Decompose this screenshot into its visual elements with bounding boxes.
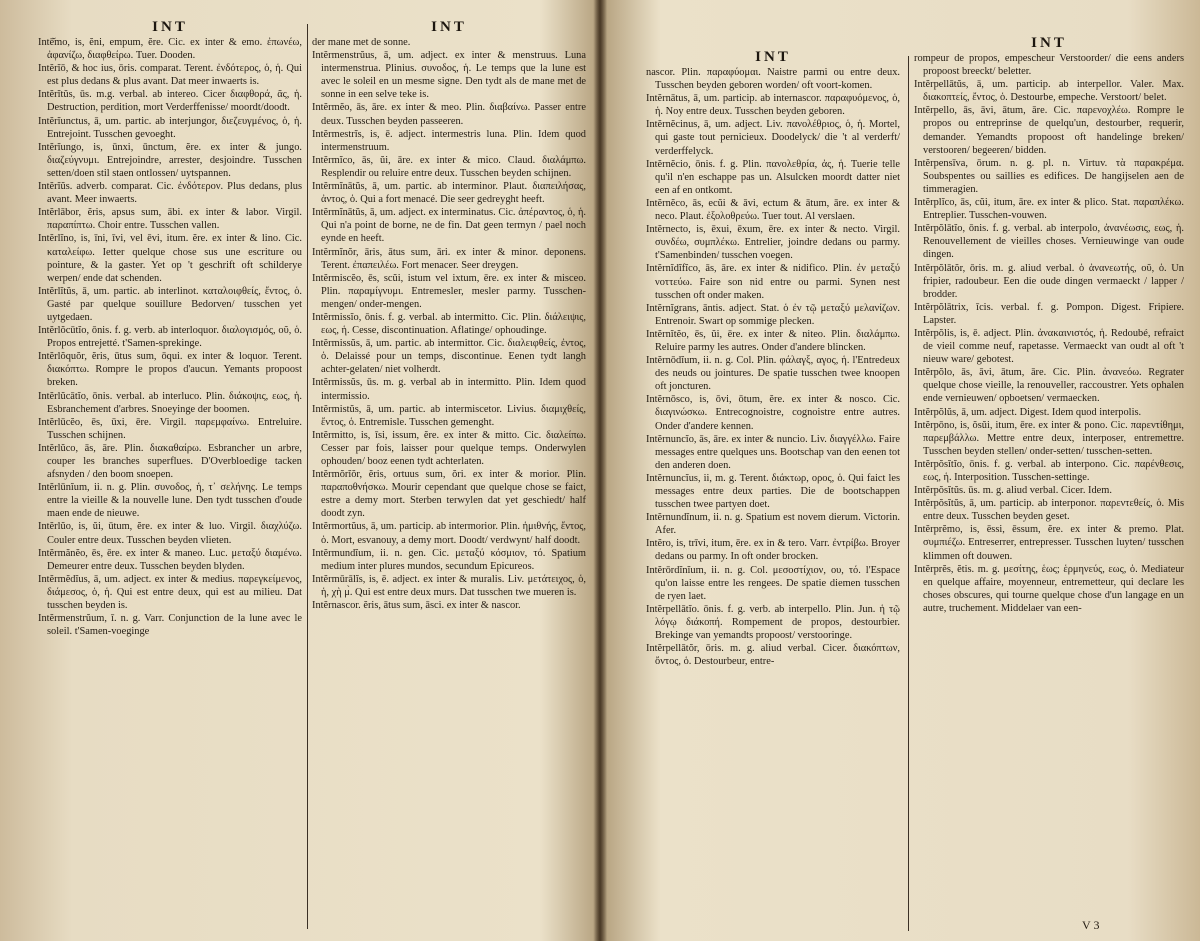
dictionary-entry: Intĕrnĭgrans, āntis. adject. Stat. ὁ ἐν τῷ μεταξύ μελανίζων. Entrenoir. Swart op sommige plecken. — [646, 302, 900, 327]
column-running-head: INT — [152, 19, 188, 35]
dictionary-entry: Intĕrmenstrŭus, ā, um. adject. ex inter & menstruus. Luna intermenstrua. Plinius. συνοδος, ἡ. Le temps que la lune est avec le soleil en un mesme signe. Den tydt als de mane met de sonne in een selve teke is. — [312, 50, 586, 101]
dictionary-entry: Intĕrĭō, & hoc ius, ōris. comparat. Terent. ἐνδότερος, ὁ, ἡ. Qui est plus dedans & plus avant. Dat meer inwaerts is. — [38, 63, 302, 88]
dictionary-entry: Intĕrlūnĭum, ii. n. g. Plin. συνοδος, ἡ, τ᾽ σελήνης. Le temps entre la vieille & la nouvelle lune. Den tydt tusschen d'oude maen ende de nieuwe. — [38, 482, 302, 520]
dictionary-entry: Intĕrmĭnŏr, āris, ātus sum, āri. ex inter & minor. deponens. Terent. ἐπαπειλέω. Fort menacer. Seer dreygen. — [312, 246, 586, 271]
dictionary-entry: Intĕrnecto, is, ēxui, ēxum, ēre. ex inter & necto. Virgil. συνδέω, συμπλέκω. Entrelier, joindre dedans ou parmy. t'Samenbinden/ tusschen voegen. — [646, 224, 900, 262]
dictionary-entry: Intĕrpensīva, ōrum. n. g. pl. n. Virtuv. τὰ παρακρέμα. Soubspentes ou saillies es edifices. De hangijselen aen de timmeragien. — [914, 157, 1184, 195]
dictionary-entry: rompeur de propos, empescheur Verstoorder/ die eens anders propoost breeckt/ beletter. — [914, 53, 1184, 78]
dictionary-entries — [312, 36, 586, 612]
dictionary-entry: Intĕrōrdĭnĭum, ii. n. g. Col. μεσοστίχιον, ου, τό. l'Espace qu'on laisse entre les rengees. De spatie diemen tusschen de ryen laet. — [646, 564, 900, 602]
dictionary-entry: Intĕrpŏsĭtŭs. ūs. m. g. aliud verbal. Cicer. Idem. — [914, 485, 1112, 497]
dictionary-entry: Intĕrpŏlātĭo, ōnis. f. g. verbal. ab interpolo, ἀνανέωσις, εως, ἡ. Renouvellement de vieilles choses. Vernieuwinge van oude dingen. — [914, 223, 1184, 261]
dictionary-entry: Intĕrlŏcūtĭo, ōnis. f. g. verb. ab interloquor. διαλογισμός, οῦ, ὁ. Propos entrejetté. t'Samen-sprekinge. — [38, 325, 302, 350]
dictionary-entry: Intĕrprĕs, ĕtis. m. g. μεσίτης, ἑως; ἑρμηνεύς, εως, ὁ. Mediateur en quelque affaire, moyenneur, entremetteur, qui declare les choses obscures, qui tourne quelque chose d'un langage en un autre, truchement. Middelaer van een- — [914, 563, 1184, 614]
dictionary-entry: Intĕrmortŭus, ā, um. particip. ab intermorior. Plin. ἡμιθνής, ἔντος, ὁ. Mort, esvanouy, a demy mort. Doodt/ verdwynt/ half doodt. — [312, 521, 586, 546]
dictionary-entry: Intĕrnōdĭum, ii. n. g. Col. Plin. φάλαγξ, αγος, ἡ. l'Entredeux des neuds ou jointures. De spatie tusschen twee knoopen oft joncturen. — [646, 355, 900, 393]
dictionary-entry: nascor. Plin. παραφύομαι. Naistre parmi ou entre deux. Tusschen beyden geboren worden/ oft voort-komen. — [646, 67, 900, 92]
dictionary-entry: Intĕrlŭco, ās, āre. Plin. διακαθαίρω. Esbrancher un arbre, couper les branches superflues. D'Overbloedige tacken afsnyden / den boom snoepen. — [38, 442, 302, 481]
dictionary-entry: Intĕrlūcĕo, ēs, ūxi, ēre. Virgil. παρεμφαίνω. Entreluire. Tusschen schijnen. — [38, 416, 302, 441]
dictionary-entry: Intĕrpellātĭo. ōnis. f. g. verb. ab interpello. Plin. Jun. ἡ τῷ λόγῳ διάκοπή. Rompement de propos, destourbier. Brekinge van yemandts propoost/ verstooringe. — [646, 603, 900, 642]
dictionary-entry: Intĕrpŏsĭtŭs, ā, um. particip. ab interponor. παρεντεθείς, ὁ. Mis entre deux. Tusschen beyden geset. — [914, 498, 1184, 523]
dictionary-entry: Intē̆mo, is, ĕni, empum, ĕre. Cic. ex inter & emo. ἐπωνέω, ἀφανίζω, διαφθείρω. Tuer. Dooden. — [38, 37, 302, 62]
dictionary-entry: Intĕrprĕmo, is, ēssi, ēssum, ĕre. ex inter & premo. Plat. συμπιέζω. Entreserrer, entrepresser. Tusschen luyten/ tusschen klimmen oft douwen. — [914, 524, 1184, 562]
dictionary-entry: Intĕrmĕo, ās, āre. ex inter & meo. Plin. διαβαίνω. Passer entre deux. Tusschen beyden passeeren. — [312, 102, 586, 127]
right-page — [602, 0, 1200, 941]
dictionary-entry: Intĕrlābor, ĕris, apsus sum, ābi. ex inter & labor. Virgil. παραπίπτω. Choir entre. Tusschen vallen. — [38, 207, 302, 232]
dictionary-entry: Intĕrmănĕo, ēs, ēre. ex inter & maneo. Luc. μεταξύ διαμένω. Demeurer entre deux. Tusschen beyden blyden. — [38, 547, 302, 572]
dictionary-entry: Intĕrnĕcinus, ā, um. adject. Liv. πανολέθριος, ὁ, ἡ. Mortel, qui gaste tout pernicieux. Doodelyck/ die 't al verderft/ verderffelyck. — [646, 119, 900, 157]
dictionary-entry: Intĕrpellātŭs, ā, um. particip. ab interpellor. Valer. Max. διακοπτείς, ἔντος, ὁ. Destourbe, empeche. Verstoort/ belet. — [914, 79, 1184, 104]
dictionary-entry: Intĕrpŏsĭtĭo, ōnis. f. g. verbal. ab interpono. Cic. παρένθεσις, εως, ἡ. Interposition. Tusschen-settinge. — [914, 458, 1184, 483]
dictionary-entry: Intĕrmundĭum, ii. n. gen. Cic. μεταξύ κόσμιον, τό. Spatium medium inter plures mundos, secundum Epicureos. — [312, 547, 586, 572]
dictionary-entry: Intĕrĭunctus, ā, um. partic. ab interjungor, διεζευγμένος, ὁ, ἡ. Entrejoint. Tusschen gevoeght. — [38, 115, 302, 140]
dictionary-entry: Intĕrpello, ās, āvi, ātum, āre. Cic. παρενοχλέω. Rompre le propos ou entreprinse de quelqu'un, destourber, requerir, demander. Yemandts propoost oft handelinge breken/ verstooren/ begeeren/ bidden. — [914, 105, 1184, 156]
dictionary-entry: Intĕrĭŭs. adverb. comparat. Cic. ἐνδότερον. Plus dedans, plus avant. Meer inwaerts. — [38, 181, 302, 206]
dictionary-entry: Intĕrmĭco, ās, ŭi, āre. ex inter & mico. Claud. διαλάμπω. Resplendir ou reluire entre deux. Tusschen beyden schijnen. — [312, 154, 586, 179]
dictionary-entry: Intĕrmenstrŭum, ī. n. g. Varr. Conjunction de la lune avec le soleil. t'Samen-voeginge — [38, 613, 302, 638]
page-folio: V 3 — [1082, 918, 1100, 932]
dictionary-entries — [914, 52, 1184, 615]
dictionary-entry: Intĕrmūrālĭs, is, ē. adject. ex inter & muralis. Liv. μετάτειχος, ὁ, ἡ, χὴ μ̀. Qui est entre deux murs. Dat tusschen twe mueren is. — [312, 573, 586, 598]
dictionary-entry: Intĕrnuncĭo, ās, āre. ex inter & nuncio. Liv. διαγγέλλω. Faire messages entre quelques uns. Bootschap van den eenen tot den anderen doen. — [646, 433, 900, 471]
dictionary-entry: Intĕrnĭtĕo, ēs, ŭi, ēre. ex inter & niteo. Plin. διαλάμπω. Reluire parmy les autres. Onder d'andere blincken. — [646, 328, 900, 353]
dictionary-entry: Intĕrpŏlātŏr, ōris. m. g. aliud verbal. ὁ ἀνανεωτής, οῦ, ὁ. Un fripier, radoubeur. Een die oude dingen vermaeckt / lapper / brodder. — [914, 262, 1184, 300]
dictionary-entry: Intĕrnōsco, is, ōvi, ōtum, ĕre. ex inter & nosco. Cic. διαγινώσκω. Entrecognoistre, cognoistre entre autres. Onder d'andere kennen. — [646, 394, 900, 432]
dictionary-entry: Intĕrpŏlis, is, ē. adject. Plin. ἀνακαινιστός, ἡ. Redoubé, refraict de vieil comme neuf, rapetasse. Vermaeckt van oudt al oft 't nieuw ware/ gebotest. — [914, 327, 1184, 366]
dictionary-entry: Intĕrmŏrĭŏr, ĕris, ortuus sum, ŏri. ex inter & morior. Plin. παραποθνήσκω. Mourir cependant que quelque chose se faict, estre a demy mort. Sterben terwylen dat yet geschiedt/ half doodt zyn. — [312, 469, 586, 520]
dictionary-entry: Intĕrnĕco, ās, ecŭi & āvi, ectum & ātum, āre. ex inter & neco. Plaut. ἐξολοθρεύω. Tuer tout. Al verslaen. — [646, 197, 900, 223]
column-running-head: INT — [755, 49, 791, 65]
dictionary-entry: Intĕrmissŭs, ūs. m. g. verbal ab in intermitto. Plin. Idem quod intermissio. — [312, 377, 586, 402]
dictionary-entry: Intĕrplĭco, ās, cŭi, itum, āre. ex inter & plico. Stat. παραπλέκω. Entreplier. Tusschen-vouwen. — [914, 197, 1184, 222]
dictionary-entry: Intĕrmistŭs, ā, um. partic. ab intermiscetor. Livius. διαμιχθείς, ἔντος, ὁ. Entremisle. Tusschen gemenght. — [312, 403, 586, 428]
left-page-column-1 — [38, 18, 302, 936]
dictionary-entry: Intĕrmestrĭs, is, ē. adject. intermestris luna. Plin. Idem quod intermenstruum. — [312, 128, 586, 153]
dictionary-entry: Intĕrĭtŭs, ūs. m.g. verbal. ab intereo. Cicer διαφθορά, ᾶς, ἡ. Destruction, perdition, mort Verderffenisse/ moordt/doodt. — [38, 89, 302, 114]
dictionary-entry: Intĕrnĕcio, ōnis. f. g. Plin. πανολεθρία, ἀς, ἡ. Tuerie telle qu'il n'en eschappe pas un. Alsulcken moordt datter niet een af en ontkomt. — [646, 158, 900, 196]
right-page-column-1 — [646, 48, 900, 936]
dictionary-entry: Intĕrpŏlātrix, īcis. verbal. f. g. Pompon. Digest. Fripiere. Lapster. — [914, 301, 1184, 326]
dictionary-entry: Intĕrpŏlŭs, ā, um. adject. Digest. Idem quod interpolis. — [914, 406, 1142, 418]
dictionary-entry: Intĕrnuncĭus, ii, m. g. Terent. διάκτωρ, ορος, ὁ. Qui faict les messages entre deux parties. Die de bootschappen tusschen twee partyen doet. — [646, 472, 900, 511]
dictionary-entry: Intĕrmĕdĭus, ā, um. adject. ex inter & medius. παρεγκείμενος, διάμεσος, ὁ, ἡ. Qui est entre deux, qui est au milieu. Dat tusschen beyden is. — [38, 573, 302, 612]
dictionary-entry: Intĕrmissĭo, ōnis. f. g. verbal. ab intermitto. Cic. Plin. διάλειψις, εως, ἡ. Cesse, discontinuation. Aflatinge/ ophoudinge. — [312, 311, 586, 337]
dictionary-entry: Intĕrnĭdĭfĭco, ās, āre. ex inter & nidifico. Plin. ἐν μεταξύ νοττεύω. Faire son nid entre ou parmi. Synen nest tusschen oft onder maken. — [646, 263, 900, 301]
dictionary-entry: Intĕrnundĭnum, ii. n. g. Spatium est novem dierum. Victorin. Afer. — [646, 512, 900, 537]
dictionary-entry: Intĕrĭungo, is, ūnxi, ūnctum, ĕre. ex inter & jungo. διαζεύγνυμι. Entrejoindre, arrester, desjoindre. Tusschen setten/doen stil staen ontlossen/ uytspannen. — [38, 141, 302, 179]
dictionary-entry: Intĕrnātus, ā, um. particip. ab internascor. παραφυόμενος, ὁ, ἡ. Noy entre deux. Tusschen beyden geboren. — [646, 93, 900, 118]
dictionary-entries — [646, 66, 900, 668]
dictionary-entry: Intĕrlĭtŭs, ā, um. partic. ab interlinot. καταλοιφθείς, ἔντος, ὁ. Gasté par quelque souillure Bedorven/ tusschen yet uytgedaen. — [38, 285, 302, 323]
dictionary-entry: Intĕrmiscĕo, ēs, scŭi, istum vel ixtum, ēre. ex inter & misceo. Plin. παραμίγνυμι. Entremesler, mesler parmy. Tusschen-mengen/ onder-mengen. — [312, 272, 586, 310]
dictionary-entry: Intĕro, is, trīvi, itum, ēre. ex in & tero. Varr. ἐντρίβω. Broyer dedans ou parmy. In oft onder brocken. — [646, 538, 900, 563]
dictionary-entry: Intĕrlŭcātĭo, ōnis. verbal. ab interluco. Plin. διάκοψις, εως, ἡ. Esbranchement d'arbres. Snoeyinge der boomen. — [38, 390, 302, 415]
dictionary-entry: Intĕrmĭnātŭs, ā, um. partic. ab interminor. Plaut. διαπειλήσας, ἀντος, ὁ. Qui a fort menacé. Die seer gedreyght heeft. — [312, 181, 586, 206]
dictionary-entry: Intĕrnascor. ĕris, ātus sum, āsci. ex inter & nascor. — [312, 600, 521, 612]
column-running-head: INT — [431, 19, 467, 35]
dictionary-entries — [38, 36, 302, 638]
dictionary-entry: Intĕrlŏquŏr, ĕris, ūtus sum, ōqui. ex inter & loquor. Terent. διακόπτω. Rompre le propos d'aucun. Yemants propoost breken. — [38, 351, 302, 389]
left-page-column-2 — [312, 18, 586, 936]
dictionary-entry: Intĕrlŭo, is, ŭi, ūtum, ĕre. ex inter & luo. Virgil. διαχλύζω. Couler entre deux. Tusschen beyden vlieten. — [38, 521, 302, 546]
dictionary-entry: Intĕrlĭno, is, īni, īvi, vel ēvi, itum. ĕre. ex inter & lino. Cic. καταλείφω. Ietter quelque chose sus une escriture ou pointure, & la gaster. Yet op 't geschrift oft schilderye werpen/ ende dat schenden. — [38, 233, 302, 284]
dictionary-entry: Intĕrpellātŏr, ōris. m. g. aliud verbal. Cicer. διακόπτων, ὄντος, ὁ. Destourbeur, entre- — [646, 643, 900, 668]
dictionary-entry: Intĕrpŏlo, ās, āvi, ātum, āre. Cic. Plin. ἀνανεόω. Regrater quelque chose vieille, la renouveller, raccoustrer. Yets ophalen ende vernieuwen/ opboetsen/ vermaecken. — [914, 367, 1184, 405]
dictionary-entry: Intĕrmĭnātŭs, ā, um. adject. ex interminatus. Cic. ἀπέραντος, ὁ, ἡ. Qui n'a point de borne, ne de fin. Dat geen termyn / pael noch eynde en heeft. — [312, 207, 586, 245]
column-rule — [307, 24, 308, 929]
dictionary-entry: der mane met de sonne. — [312, 37, 411, 48]
dictionary-entry: Intĕrmissŭs, ā, um. partic. ab intermittor. Cic. διαλειφθείς, ἐντος, ὁ. Delaissé pour un temps, discontinue. Eenen tydt langh achter-gelaten/ niet volherdt. — [312, 338, 586, 376]
right-page-column-2 — [914, 34, 1184, 922]
column-running-head: INT — [1031, 35, 1067, 51]
dictionary-entry: Intĕrmitto, is, īsi, issum, ĕre. ex inter & mitto. Cic. διαλείπω. Cesser par fois, laisser pour quelque temps. Onderwylen ophouden/ booz eenen tydt achterlaten. — [312, 429, 586, 467]
dictionary-entry: Intĕrpōno, is, ŏsŭi, itum, ēre. ex inter & pono. Cic. παρεντίθημι, παρεμβάλλω. Mettre entre deux, interposer, entremettre. Tusschen beyden stellen/ onder-setten/ tusschen-setten. — [914, 419, 1184, 457]
column-rule — [908, 56, 909, 931]
left-page — [0, 0, 598, 941]
